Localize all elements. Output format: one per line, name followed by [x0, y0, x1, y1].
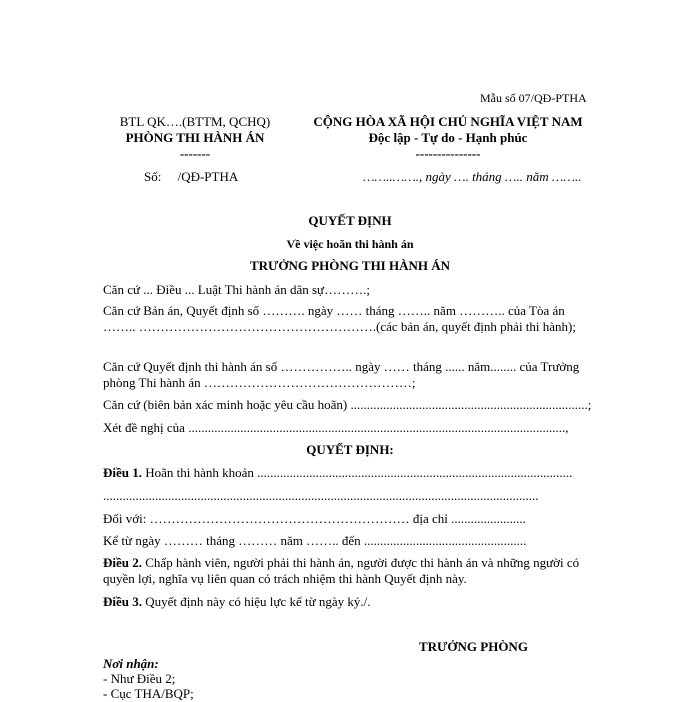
authority-title: TRƯỞNG PHÒNG THI HÀNH ÁN [249, 258, 451, 273]
form-code: Mẫu số 07/QĐ-PTHA [480, 91, 587, 105]
article-3-text: Quyết định này có hiệu lực kể từ ngày ký./. [142, 594, 371, 609]
article-1-subject: Đối với: …………………………………………………… địa chỉ ....................... [103, 511, 526, 526]
right-separator: --------------- [415, 146, 481, 161]
country-name: CỘNG HÒA XÃ HỘI CHỦ NGHĨA VIỆT NAM [313, 114, 583, 129]
article-1 [103, 465, 598, 481]
proposal-line: Xét đề nghị của ...................................................................................................................., [103, 420, 569, 435]
article-2 [103, 555, 598, 587]
article-2-text: Chấp hành viên, người phải thi hành án, người được thi hành án và những người có quyền lợi, nghĩa vụ liên quan có trách nhiệm thi hành Quyết định này. [103, 555, 580, 586]
decision-heading: QUYẾT ĐỊNH: [306, 442, 394, 457]
article-3 [103, 594, 598, 610]
document-title: QUYẾT ĐỊNH [308, 213, 392, 228]
motto: Độc lập - Tự do - Hạnh phúc [368, 130, 528, 145]
article-1-continuation: ...................................................................................................................................... [103, 488, 539, 503]
signer-title: TRƯỞNG PHÒNG [419, 639, 528, 654]
legal-basis-1: Căn cứ ... Điều ... Luật Thi hành án dân sự……….; [103, 282, 370, 297]
left-separator: ------- [179, 146, 211, 161]
recipient-item: - Cục THA/BQP; [103, 686, 194, 701]
article-1-text: Hoãn thi hành khoản ................................................................................................. [142, 465, 573, 480]
article-2-label: Điều 2. [103, 555, 142, 570]
article-3-label: Điều 3. [103, 594, 142, 609]
legal-basis-2: Căn cứ Bản án, Quyết định số ………. ngày …… tháng …….. năm ……….. của Tòa án …….. ……………………………………………….(các bản án, quyết định phải thi hành); [103, 303, 576, 334]
recipient-item: - Như Điều 2; [103, 671, 176, 686]
legal-basis-4: Căn cứ (biên bản xác minh hoặc yêu cầu hoãn) .........................................................................; [103, 397, 592, 412]
department-name: PHÒNG THI HÀNH ÁN [125, 130, 265, 145]
article-1-period: Kể từ ngày ……… tháng ……… năm …….. đến .................................................. [103, 533, 527, 548]
article-1-label: Điều 1. [103, 465, 142, 480]
place-date-line: ……..……., ngày …. tháng ….. năm …….. [363, 169, 582, 184]
legal-basis-3: Căn cứ Quyết định thi hành án số …………….. ngày …… tháng ...... năm........ của Trưởng phòng Thi hành án …………………………………………; [103, 359, 580, 390]
recipients-heading: Nơi nhận: [103, 656, 159, 671]
document-subtitle: Về việc hoãn thi hành án [286, 237, 414, 251]
document-number: Số: /QĐ-PTHA [144, 169, 239, 184]
issuing-unit: BTL QK….(BTTM, QCHQ) [119, 114, 271, 129]
